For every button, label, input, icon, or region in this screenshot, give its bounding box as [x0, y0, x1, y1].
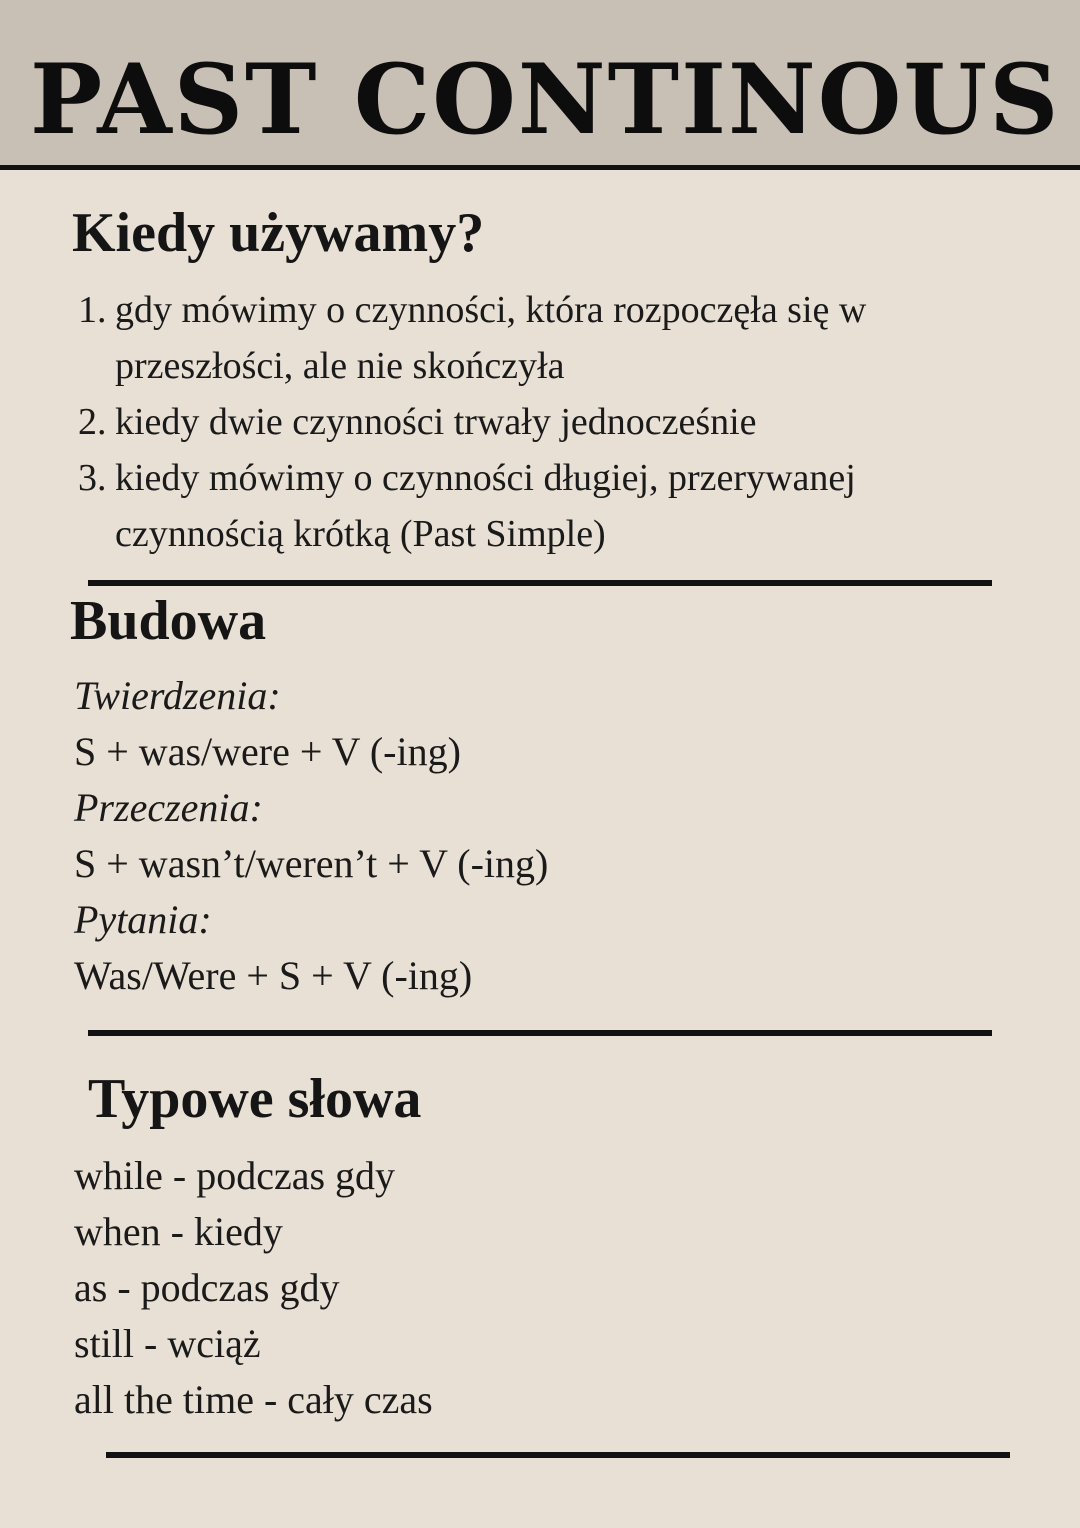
usage-item-text: gdy mówimy o czynności, która rozpoczęła się w przeszłości, ale nie skończyła	[115, 289, 867, 387]
section-divider	[106, 1452, 1010, 1458]
usage-item	[78, 394, 978, 450]
usage-list	[78, 282, 978, 562]
typical-word-item: all the time - cały czas	[74, 1377, 433, 1422]
usage-item	[78, 282, 978, 394]
typical-word-item: as - podczas gdy	[74, 1265, 340, 1310]
affirmative-formula: S + was/were + V (-ing)	[74, 729, 461, 774]
usage-item-text: kiedy mówimy o czynności długiej, przerywanej czynnością krótką (Past Simple)	[115, 457, 856, 555]
section-divider	[88, 580, 992, 586]
question-formula: Was/Were + S + V (-ing)	[74, 953, 473, 998]
page-title: PAST CONTINOUS	[30, 43, 1061, 156]
structure-heading: Budowa	[70, 590, 267, 652]
question-label: Pytania:	[74, 897, 212, 942]
typical-words-heading: Typowe słowa	[88, 1068, 422, 1130]
structure-list	[74, 668, 548, 1004]
negative-label: Przeczenia:	[74, 785, 263, 830]
usage-item-number: 1.	[78, 289, 107, 331]
section-divider	[88, 1030, 992, 1036]
typical-word-item: still - wciąż	[74, 1321, 261, 1366]
usage-item	[78, 450, 978, 562]
usage-item-number: 3.	[78, 457, 107, 499]
usage-item-text: kiedy dwie czynności trwały jednocześnie	[115, 401, 757, 443]
negative-formula: S + wasn’t/weren’t + V (-ing)	[74, 841, 549, 886]
affirmative-label: Twierdzenia:	[74, 673, 281, 718]
title-banner	[0, 0, 1080, 170]
typical-word-item: when - kiedy	[74, 1209, 283, 1254]
usage-heading: Kiedy używamy?	[72, 202, 485, 264]
typical-words-list	[74, 1148, 433, 1428]
typical-word-item: while - podczas gdy	[74, 1153, 396, 1198]
usage-item-number: 2.	[78, 401, 107, 443]
